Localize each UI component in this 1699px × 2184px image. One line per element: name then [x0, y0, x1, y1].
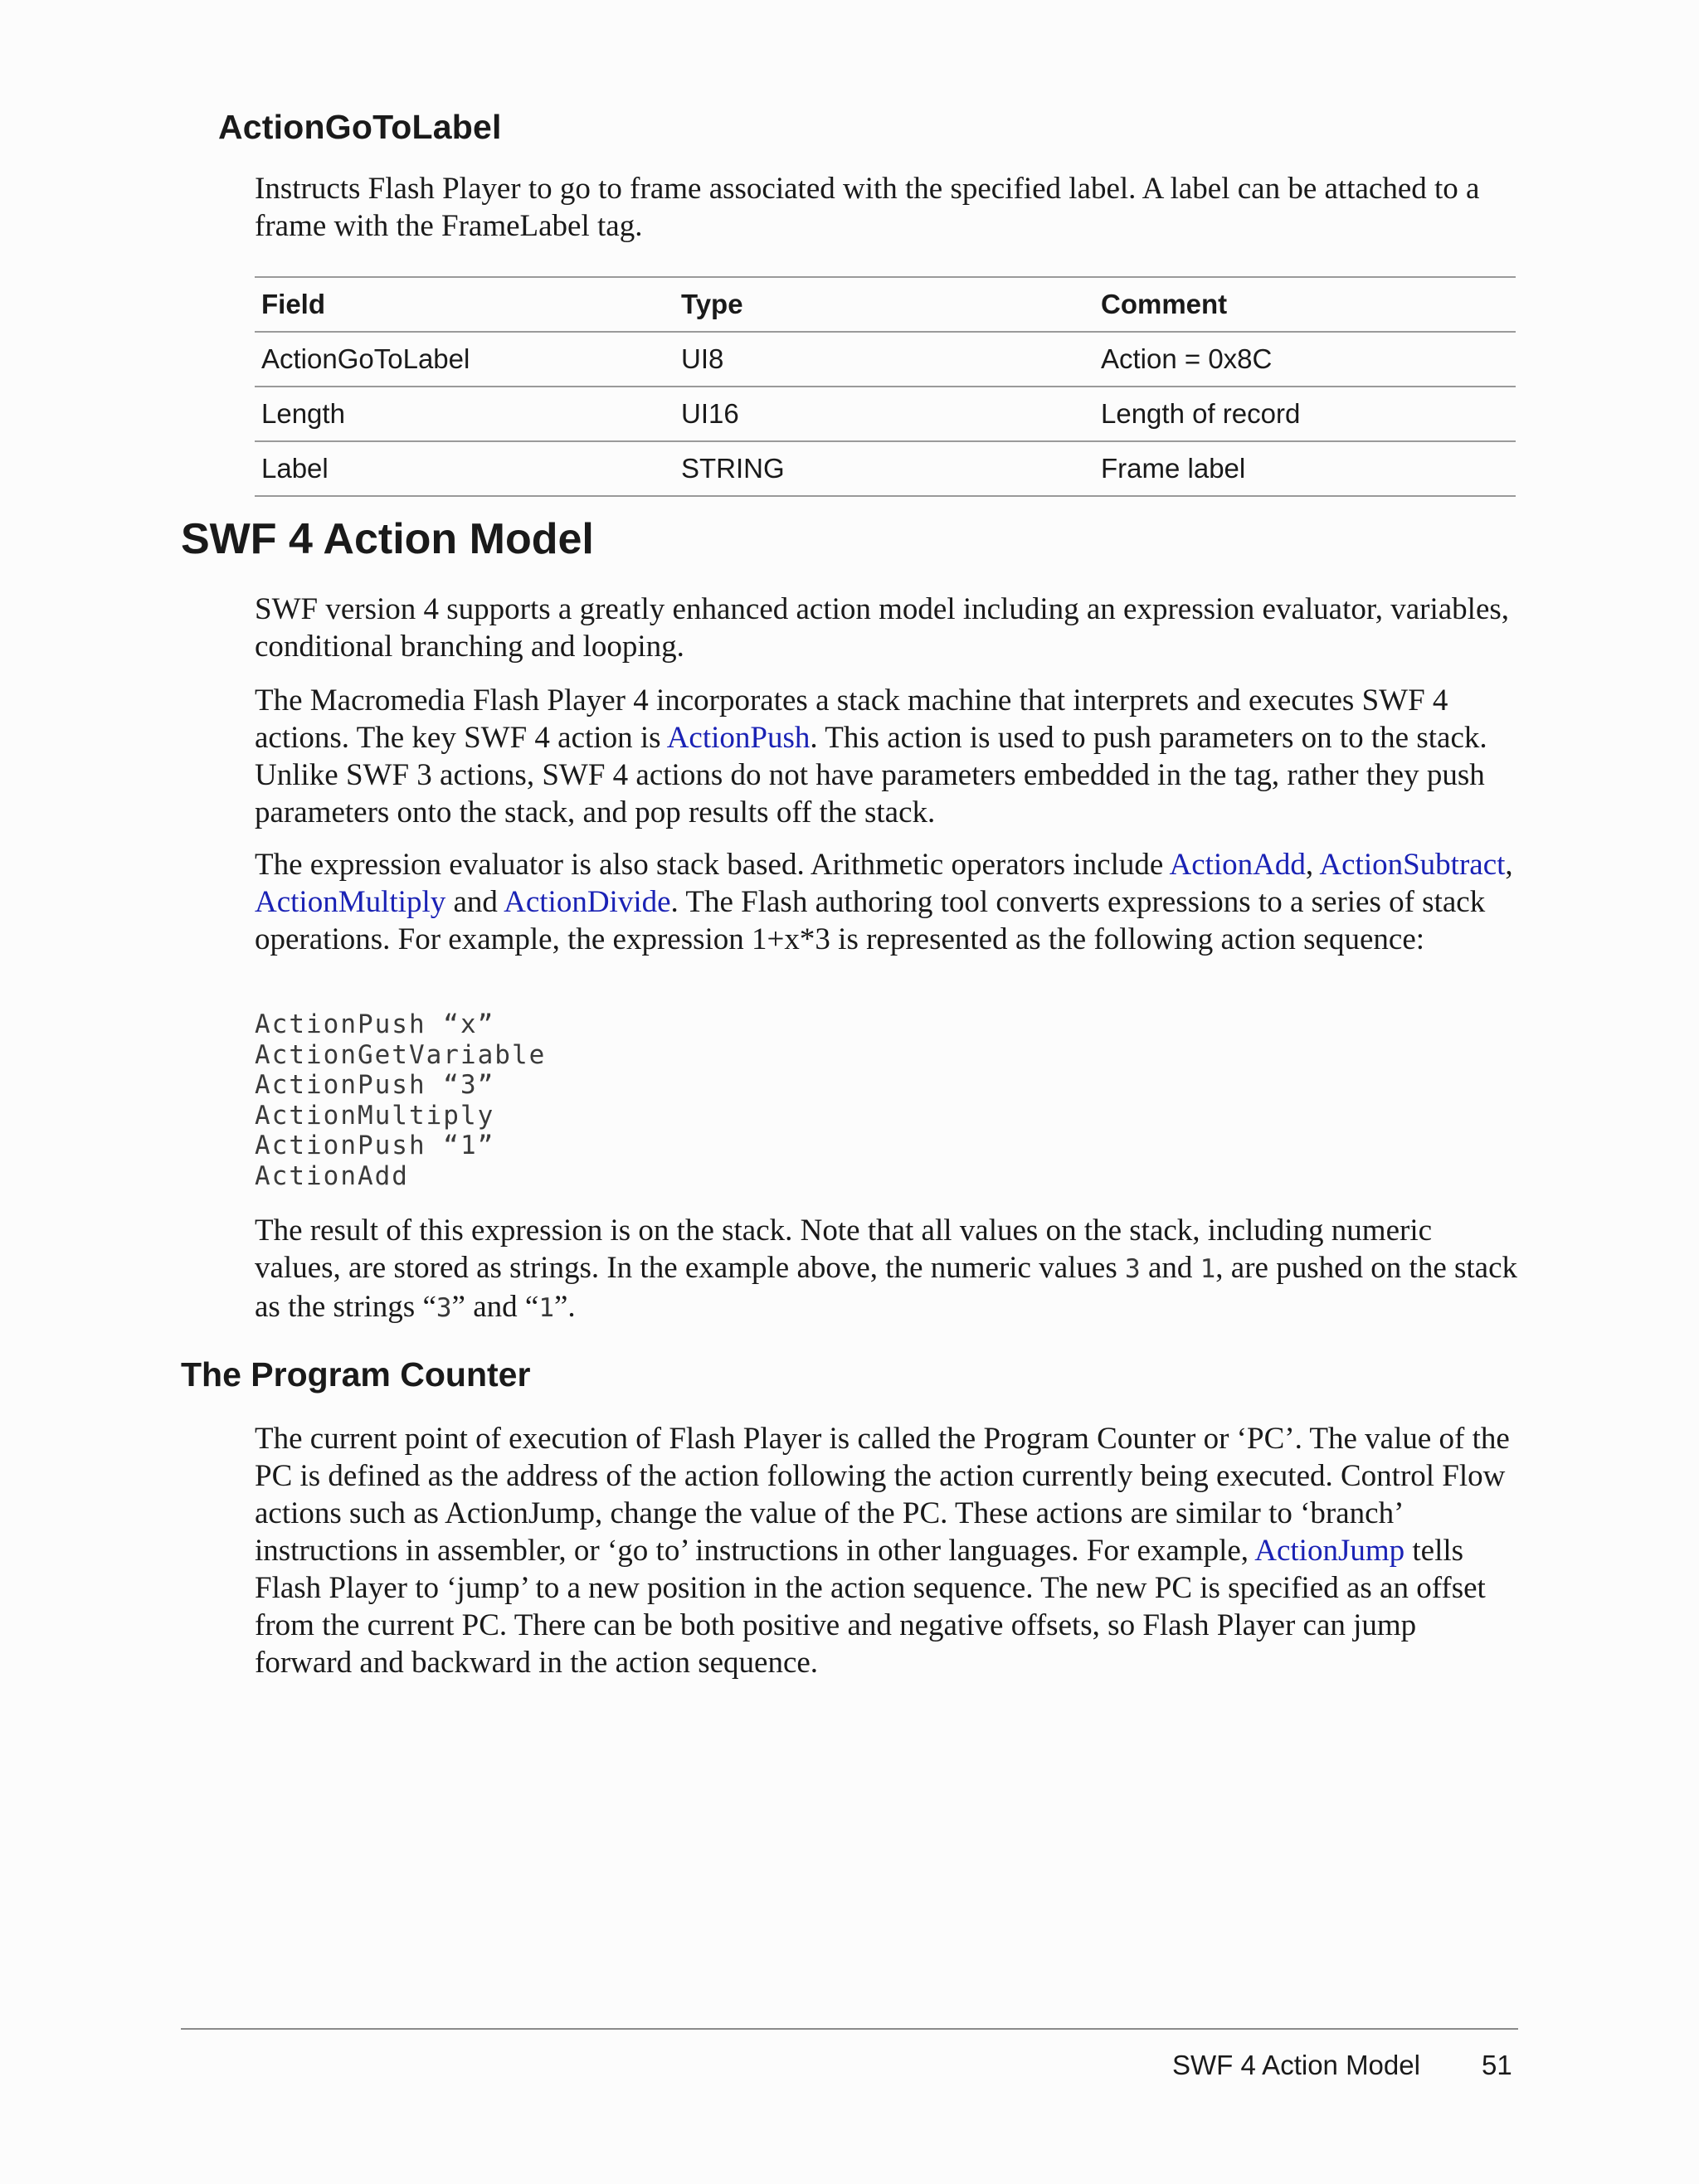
inline-code: 1: [538, 1293, 554, 1323]
table-cell: Length of record: [1094, 387, 1516, 441]
inline-code: 3: [436, 1293, 452, 1323]
table-header-type: Type: [674, 277, 1094, 332]
table-row: [255, 332, 1516, 387]
code-line: ActionGetVariable: [255, 1039, 547, 1070]
code-line: ActionMultiply: [255, 1100, 495, 1131]
code-line: ActionPush “3”: [255, 1070, 495, 1100]
text-run: The expression evaluator is also stack based. Arithmetic operators include: [255, 848, 1170, 882]
link-actionsubtract[interactable]: ActionSubtract: [1319, 848, 1506, 882]
table-cell: UI16: [674, 387, 1094, 441]
section-heading-actiongotolabel: ActionGoToLabel: [218, 108, 502, 146]
table-cell: STRING: [674, 441, 1094, 496]
table-cell: Label: [255, 441, 674, 496]
section-heading-program-counter: The Program Counter: [181, 1355, 531, 1394]
text-run: ,: [1505, 848, 1513, 882]
link-actionjump[interactable]: ActionJump: [1254, 1534, 1405, 1568]
link-actiondivide[interactable]: ActionDivide: [504, 885, 671, 919]
text-run: tells Flash Player to ‘jump’ to a new position in the action sequence. The new PC is specified as an offset from the current PC. There can be both positive and negative offsets, so Flash Player can jump forward and backward in the action sequence.: [255, 1534, 1486, 1680]
table-cell: UI8: [674, 332, 1094, 387]
action-model-paragraph-4: [255, 1212, 1520, 1327]
inline-code: 3: [1125, 1254, 1141, 1284]
text-run: . The Flash authoring tool converts expressions to a series of stack operations. For example, the expression 1+x*3 is represented as the following action sequence:: [255, 885, 1486, 956]
action-model-paragraph-1: SWF version 4 supports a greatly enhanced action model including an expression evaluator, variables, conditional branching and looping.: [255, 592, 1510, 664]
code-line: ActionAdd: [255, 1160, 409, 1191]
table-cell: ActionGoToLabel: [255, 332, 674, 387]
code-line: ActionPush “x”: [255, 1009, 495, 1039]
table-row: [255, 387, 1516, 441]
text-run: and: [445, 885, 504, 919]
text-run: ,: [1305, 848, 1320, 882]
text-run: The Macromedia Flash Player 4 incorporates a stack machine that interprets and executes SWF 4 actions. The key SWF 4 action is: [255, 683, 1448, 755]
action-model-paragraph-2: [255, 682, 1520, 831]
table-cell: Frame label: [1094, 441, 1516, 496]
inline-code: 1: [1200, 1254, 1216, 1284]
actiongotolabel-field-table: [255, 276, 1516, 497]
text-run: and: [1140, 1251, 1200, 1285]
footer-section-title: SWF 4 Action Model: [1172, 2050, 1420, 2080]
text-run: The current point of execution of Flash Player is called the Program Counter or ‘PC’. The value of the PC is defined as the address of the action following the action currently being executed. Control Flow actions such as ActionJump, change the value of the PC. These actions are similar to ‘branch’ instructions in assembler, or ‘go to’ instructions in other languages. For example,: [255, 1422, 1510, 1568]
link-actionadd[interactable]: ActionAdd: [1169, 848, 1306, 882]
section-heading-swf4-action-model: SWF 4 Action Model: [181, 515, 594, 563]
actiongotolabel-description: Instructs Flash Player to go to frame associated with the specified label. A label can be attached to a frame with the FrameLabel tag.: [255, 172, 1480, 243]
text-run: ” and “: [451, 1290, 539, 1324]
action-sequence-code-block: [255, 1009, 546, 1191]
table-row: [255, 441, 1516, 496]
table-cell: Action = 0x8C: [1094, 332, 1516, 387]
link-actionpush[interactable]: ActionPush: [666, 721, 811, 755]
link-actionmultiply[interactable]: ActionMultiply: [255, 885, 446, 919]
program-counter-paragraph: [255, 1420, 1520, 1681]
text-run: . This action is used to push parameters on to the stack. Unlike SWF 3 actions, SWF 4 actions do not have parameters embedded in the tag, rather they push parameters onto the stack, and pop results off the stack.: [255, 721, 1487, 829]
footer-divider: [181, 2028, 1518, 2030]
table-header-row: [255, 277, 1516, 332]
table-header-field: Field: [255, 277, 674, 332]
text-run: , are pushed on the stack as the strings “: [255, 1251, 1518, 1324]
code-line: ActionPush “1”: [255, 1131, 495, 1160]
action-model-paragraph-3: [255, 846, 1520, 958]
footer-page-number: 51: [1482, 2050, 1512, 2080]
text-run: ”.: [554, 1290, 576, 1324]
table-cell: Length: [255, 387, 674, 441]
table-header-comment: Comment: [1094, 277, 1516, 332]
text-run: The result of this expression is on the stack. Note that all values on the stack, including numeric values, are stored as strings. In the example above, the numeric values: [255, 1214, 1433, 1285]
